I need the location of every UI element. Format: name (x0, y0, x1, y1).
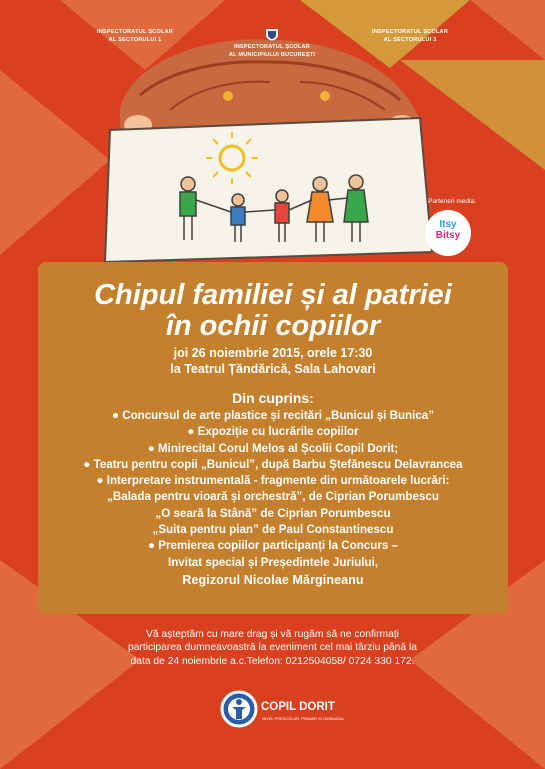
event-title-line1: Chipul familiei și al patriei (94, 279, 452, 311)
org-municipiul (207, 28, 337, 59)
school-logo (215, 685, 345, 735)
program-item: „O seară la Stână” de Ciprian Porumbescu (155, 506, 391, 520)
org-municipiul-line1: INSPECTORATUL ȘCOLAR (233, 44, 311, 50)
footer-line1: Vă așteptăm cu mare drag și vă rugăm să ne confirmați (146, 629, 399, 640)
program-item: „Suita pentru pian” de Paul Constantinescu (152, 523, 394, 537)
program-item: Invitat special și Președintele Juriului, (167, 555, 379, 569)
media-partner-brand-bottom: Bitsy (435, 230, 461, 241)
event-title-line2: în ochii copiilor (165, 310, 381, 342)
crest-icon (265, 28, 279, 41)
org-sector3-line1: INSPECTORATUL ȘCOLAR (371, 29, 449, 35)
footer-line3: data de 24 noiembrie a.c.Telefon: 0212504058/ 0724 330 172. (130, 655, 415, 667)
event-venue: la Teatrul Țăndărică, Sala Lahovari (170, 362, 376, 376)
program-item: ● Teatru pentru copii „Bunicul”, după Barbu Ștefănescu Delavrancea (83, 457, 463, 471)
school-logo-tagline: NIVEL PREȘCOLAR, PRIMAR ȘI GIMNAZIAL (262, 716, 345, 721)
footer-line2: participarea dumneavoastră la eveniment cel mai târziu până la (127, 642, 418, 654)
program-item: ● Premierea copiilor participanți la Concurs – (148, 539, 398, 553)
event-title (38, 280, 508, 342)
program-item: ● Interpretare instrumentală - fragmente din următoarele lucrări: (96, 474, 450, 488)
media-partner-logo (425, 210, 471, 256)
program-item: „Balada pentru vioară și orchestră”, de Ciprian Porumbescu (107, 490, 439, 504)
special-guest: Regizorul Nicolae Mărgineanu (182, 572, 364, 587)
media-partner-brand-top: Itsy (439, 219, 457, 230)
footer-invitation (40, 628, 505, 668)
org-sector1-line2: AL SECTORULUI 1 (108, 37, 162, 43)
school-logo-name: COPIL DORIT (261, 701, 335, 713)
school-logo-icon (219, 687, 263, 731)
org-sector1 (70, 28, 200, 44)
event-date: joi 26 noiembrie 2015, orele 17:30 (173, 346, 373, 360)
program-item: ● Concursul de arte plastice și recitări „Bunicul și Bunica” (111, 409, 435, 422)
program-list (38, 408, 508, 571)
org-municipiul-line2: AL MUNICIPIULUI BUCUREȘTI (228, 52, 316, 58)
org-sector3-line2: AL SECTORULUI 3 (383, 37, 437, 43)
program-item: ● Expoziție cu lucrările copiilor (187, 425, 359, 439)
org-sector1-line1: INSPECTORATUL ȘCOLAR (96, 29, 174, 35)
event-datetime (38, 345, 508, 377)
media-partners-label: Parteneri media: (428, 198, 476, 205)
org-sector3 (345, 28, 475, 44)
program-heading: Din cuprins: (232, 390, 314, 406)
event-info-panel (38, 262, 508, 614)
program-item: ● Minirecital Corul Melos al Școlii Copil Dorit; (147, 441, 399, 455)
